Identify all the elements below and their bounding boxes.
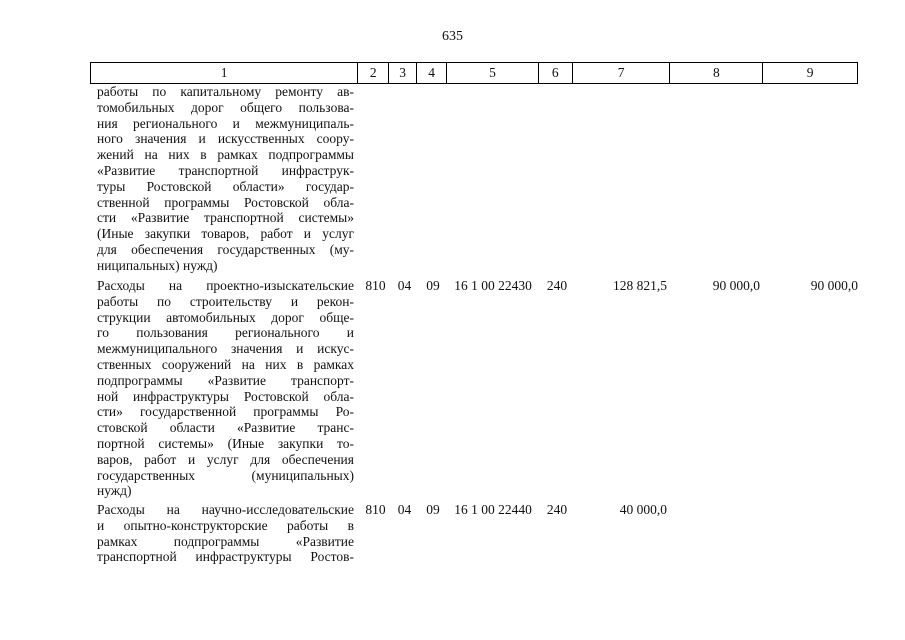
description-line: портной системы» (Иные закупки то- <box>97 435 354 451</box>
description-line: транспортной инфраструктуры Ростов- <box>97 549 354 565</box>
description-line: Расходы на научно-исследовательские <box>97 502 354 517</box>
description-line: и опытно-конструкторские работы в <box>97 517 354 533</box>
description-line: сти» государственной программы Ро- <box>97 404 354 420</box>
description-line: ниципальных) нужд) <box>97 257 218 273</box>
description-line: (Иные закупки товаров, работ и услуг <box>97 226 354 242</box>
cell-expense-type: 240 <box>546 278 568 293</box>
header-col-8: 8 <box>670 63 763 83</box>
header-col-1: 1 <box>91 63 358 83</box>
header-col-5: 5 <box>447 63 539 83</box>
description-line: жений на них в рамках подпрограммы <box>97 147 354 163</box>
description-line: струкции автомобильных дорог обще- <box>97 309 354 325</box>
header-col-4: 4 <box>417 63 447 83</box>
description-line: томобильных дорог общего пользова- <box>97 99 354 115</box>
cell-target-article: 16 1 00 22440 <box>454 502 532 517</box>
description-line: стовской области «Развитие транс- <box>97 420 354 436</box>
description-line: ственных сооружений на них в рамках <box>97 356 354 372</box>
table-row-description <box>97 278 354 499</box>
cell-amount-year-1: 128 821,5 <box>613 278 667 293</box>
page-number: 635 <box>442 29 463 44</box>
description-line: ного значения и искусственных соору- <box>97 131 354 147</box>
header-col-7: 7 <box>573 63 671 83</box>
cell-amount-year-1: 40 000,0 <box>619 502 667 517</box>
cell-section: 04 <box>397 502 412 517</box>
description-line: варов, работ и услуг для обеспечения <box>97 451 354 467</box>
description-line: «Развитие транспортной инфраструк- <box>97 162 354 178</box>
cell-amount-year-3: 90 000,0 <box>810 278 858 293</box>
header-col-9: 9 <box>806 65 814 80</box>
description-line: подпрограммы «Развитие транспорт- <box>97 372 354 388</box>
table-header-row <box>90 62 858 84</box>
table-row-description <box>97 84 354 274</box>
description-line: работы по капитальному ремонту ав- <box>97 84 354 99</box>
cell-section: 04 <box>397 278 412 293</box>
cell-subsection: 09 <box>426 278 440 293</box>
description-line: работы по строительству и рекон- <box>97 293 354 309</box>
header-col-2: 2 <box>358 63 389 83</box>
description-line: межмуниципального значения и искус- <box>97 341 354 357</box>
table-row-description <box>97 502 354 565</box>
description-line: туры Ростовской области» государ- <box>97 178 354 194</box>
description-line: для обеспечения государственных (му- <box>97 241 354 257</box>
description-line: рамках подпрограммы «Развитие <box>97 533 354 549</box>
description-line: Расходы на проектно-изыскательские <box>97 278 354 293</box>
cell-expense-type: 240 <box>546 502 568 517</box>
cell-ministry-code: 810 <box>365 278 386 293</box>
header-col-3: 3 <box>389 63 417 83</box>
description-line: го пользования регионального и <box>97 325 354 341</box>
cell-ministry-code: 810 <box>365 502 386 517</box>
description-line: ной инфраструктуры Ростовской обла- <box>97 388 354 404</box>
header-col-6: 6 <box>539 63 573 83</box>
cell-subsection: 09 <box>426 502 440 517</box>
description-line: ния регионального и межмуниципаль- <box>97 115 354 131</box>
description-line: государственных (муниципальных) <box>97 467 354 483</box>
description-line: ственной программы Ростовской обла- <box>97 194 354 210</box>
cell-amount-year-2: 90 000,0 <box>712 278 760 293</box>
cell-target-article: 16 1 00 22430 <box>454 278 532 293</box>
description-line: сти «Развитие транспортной системы» <box>97 210 354 226</box>
description-line: нужд) <box>97 483 132 499</box>
